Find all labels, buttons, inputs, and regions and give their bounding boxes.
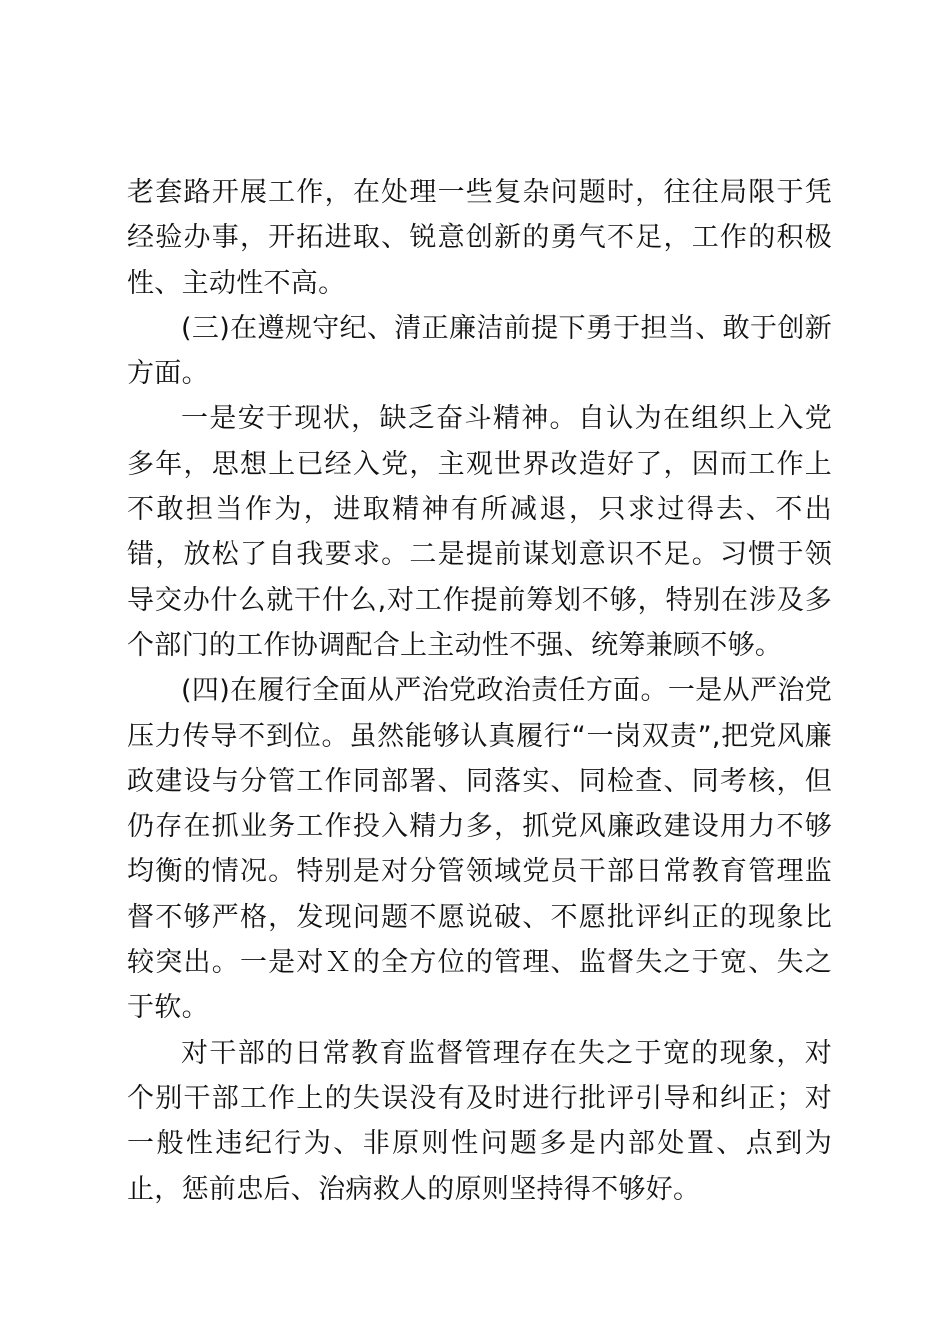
paragraph-4-heading-four: (四)在履行全面从严治党政治责任方面。一是从严治党压力传导不到位。虽然能够认真履行“一岗双责”,把党风廉政建设与分管工作同部署、同落实、同检查、同考核，但仍存在抓业务工作投入精力多，抓党风廉政建设用力不够均衡的情况。特别是对分管领域党员干部日常教育管理监督不够严格，发现问题不愿说破、不愿批评纠正的现象比较突出。一是对Ｘ的全方位的管理、监督失之于宽、失之于软。 xyxy=(127,675,832,1024)
paragraph-5: 对干部的日常教育监督管理存在失之于宽的现象，对个别干部工作上的失误没有及时进行批评引导和纠正；对一般性违纪行为、非原则性问题多是内部处置、点到为止，惩前忠后、治病救人的原则坚持得不够好。 xyxy=(127,1037,832,1205)
paragraph-3: 一是安于现状，缺乏奋斗精神。自认为在组织上入党多年，思想上已经入党，主观世界改造好了，因而工作上不敢担当作为，进取精神有所减退，只求过得去、不出错，放松了自我要求。二是提前谋划意识不足。习惯于领导交办什么就干什么,对工作提前筹划不够，特别在涉及多个部门的工作协调配合上主动性不强、统筹兼顾不够。 xyxy=(127,403,832,661)
paragraph-1: 老套路开展工作，在处理一些复杂问题时，往往局限于凭经验办事，开拓进取、锐意创新的勇气不足，工作的积极性、主动性不高。 xyxy=(127,177,832,299)
paragraph-2-heading-three: (三)在遵规守纪、清正廉洁前提下勇于担当、敢于创新方面。 xyxy=(127,312,832,390)
document-body xyxy=(127,170,832,1212)
